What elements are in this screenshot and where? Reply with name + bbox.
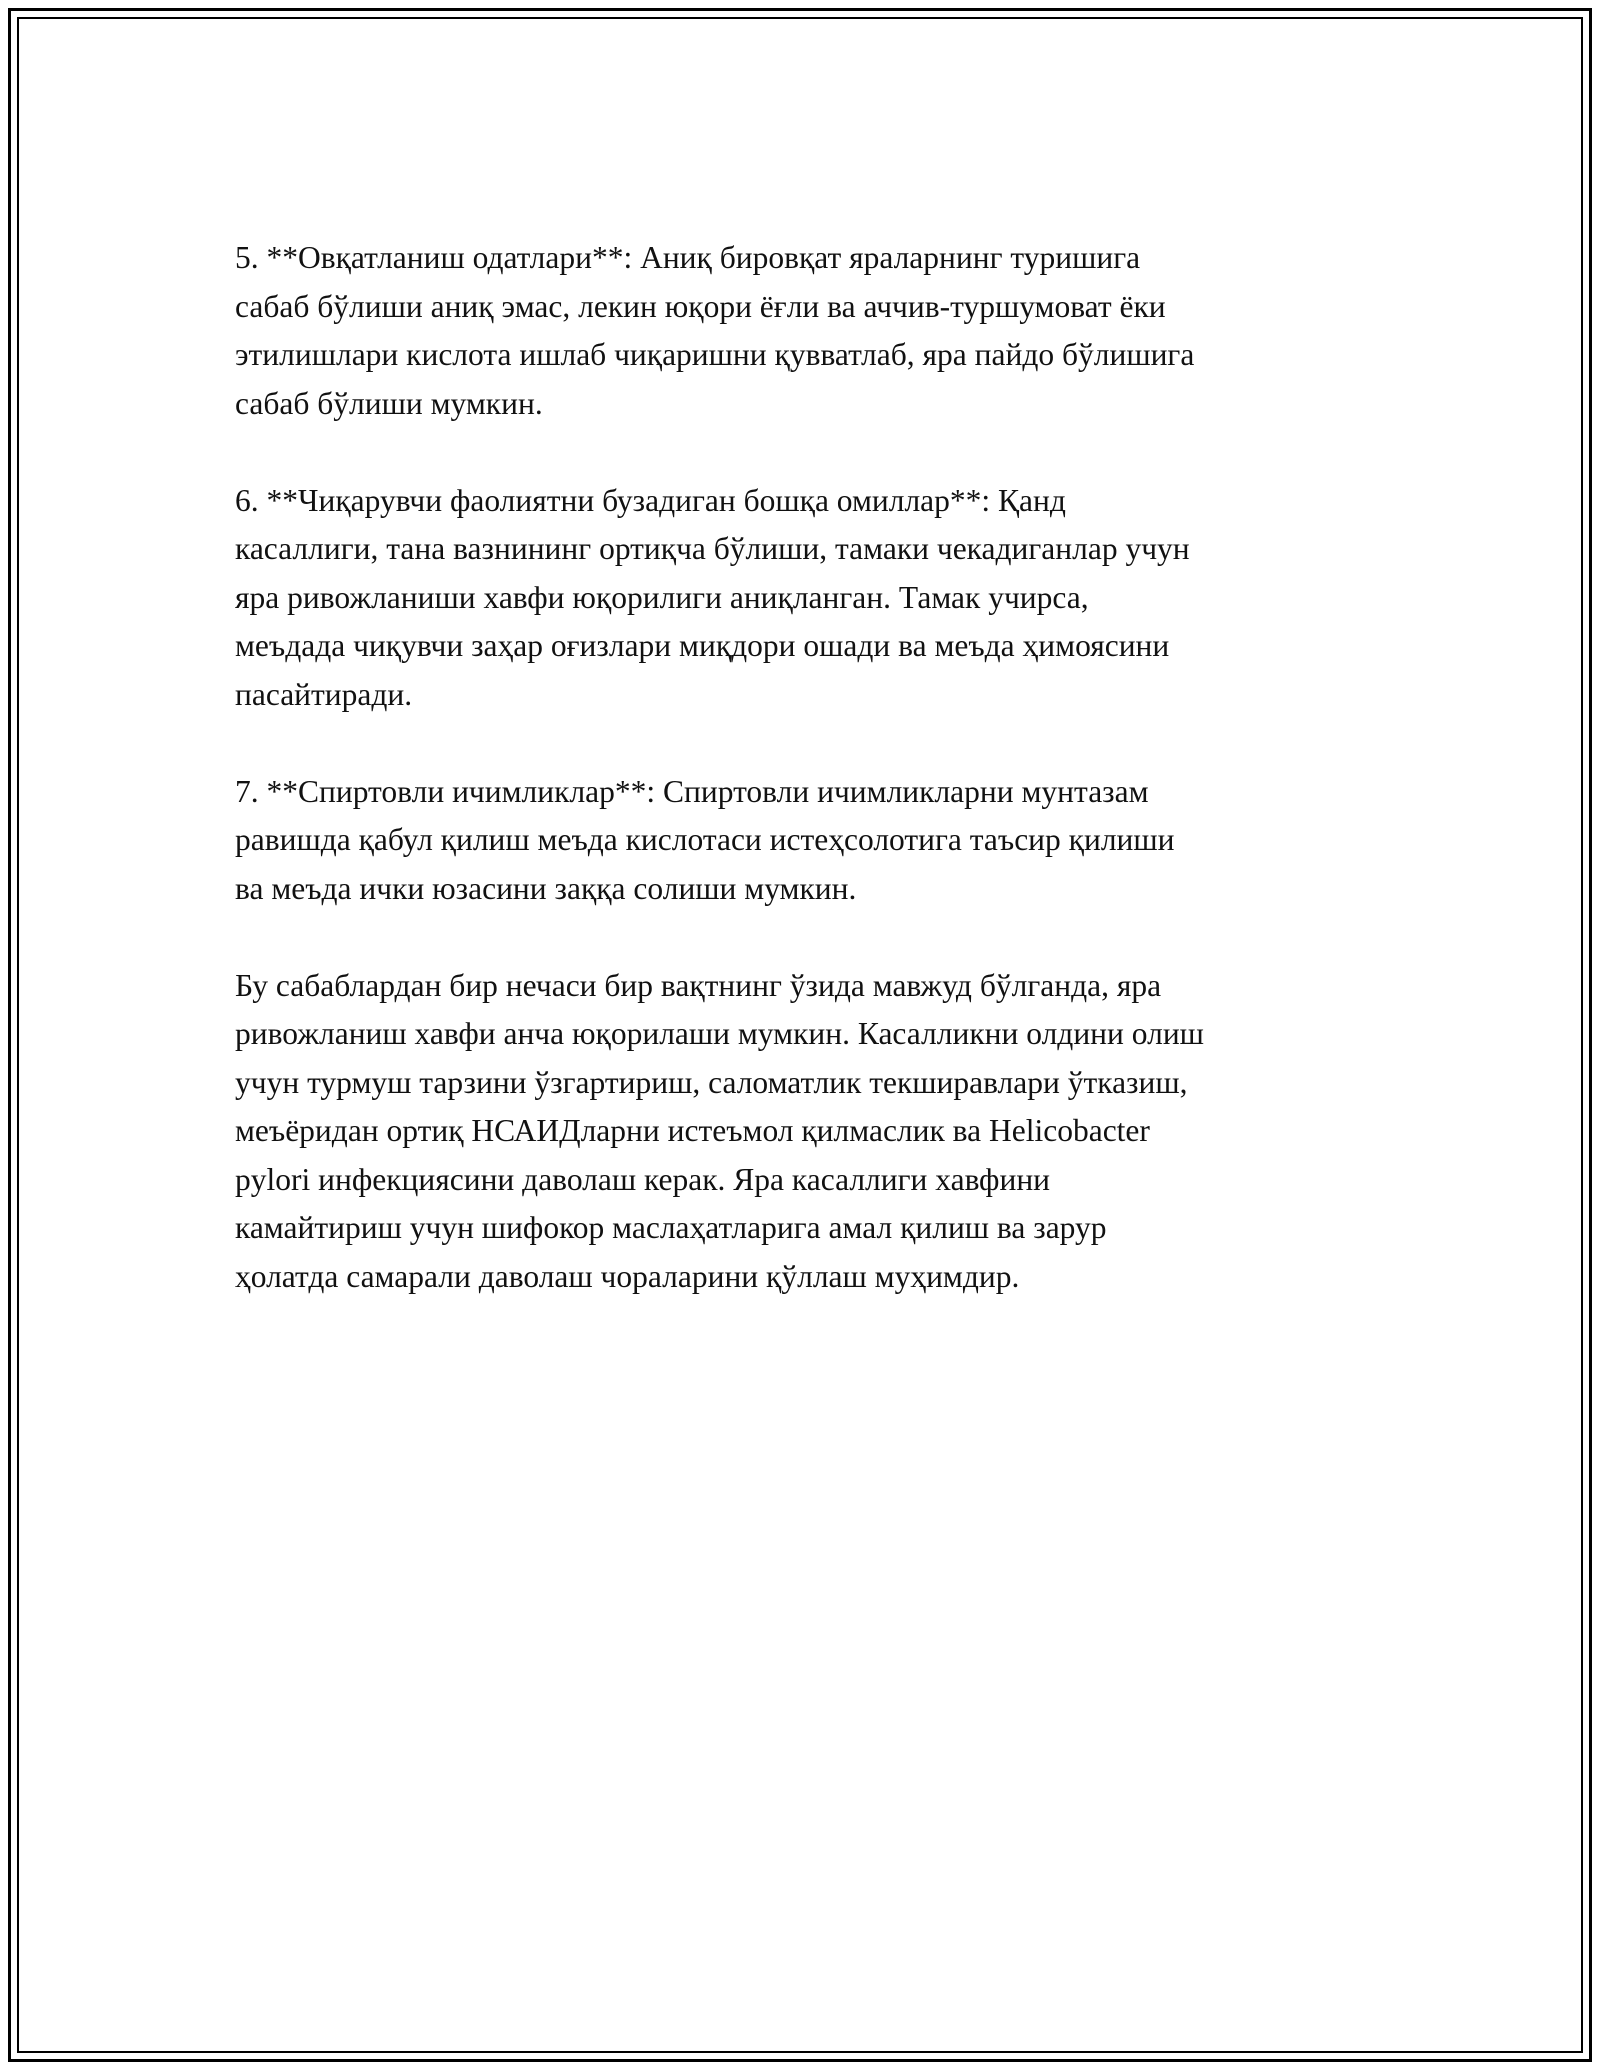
paragraph-eating-habits: 5. **Овқатланиш одатлари**: Аниқ бировқат яраларнинг туришига сабаб бўлиши аниқ эмас, лекин юқори ёғли ва аччив-туршумоват ёки этилишлари кислота ишлаб чиқаришни қувватлаб, яра пайдо бўлишига сабаб бўлиши мумкин. [235,240,1195,421]
document-body [235,234,1375,1350]
paragraph-conclusion: Бу сабаблардан бир нечаси бир вақтнинг ўзида мавжуд бўлганда, яра ривожланиш хавфи анча юқорилаши мумкин. Касалликни олдини олиш учун турмуш тарзини ўзгартириш, саломатлик текширавлари ўтказиш, меъёридан ортиқ НСАИДларни истеъмол қилмаслик ва Helicobacter pylori инфекциясини даволаш керак. Яра касаллиги хавфини камайтириш учун шифокор маслаҳатларига амал қилиш ва зарур ҳолатда самарали даволаш чораларини қўллаш муҳимдир. [235,967,1204,1294]
paragraph-alcohol: 7. **Спиртовли ичимликлар**: Спиртовли ичимликларни мунтазам равишда қабул қилиш меъда кислотаси истеҳсолотига таъсир қилиши ва меъда ички юзасини заққа солиши мумкин. [235,773,1175,906]
paragraph-other-factors: 6. **Чиқарувчи фаолиятни бузадиган бошқа омиллар**: Қанд касаллиги, тана вазнининг ортиқча бўлиши, тамаки чекадиганлар учун яра ривожланиши хавфи юқорилиги аниқланган. Тамак учирса, меъдада чиқувчи заҳар оғизлари миқдори ошади ва меъда ҳимоясини пасайтиради. [235,482,1190,712]
